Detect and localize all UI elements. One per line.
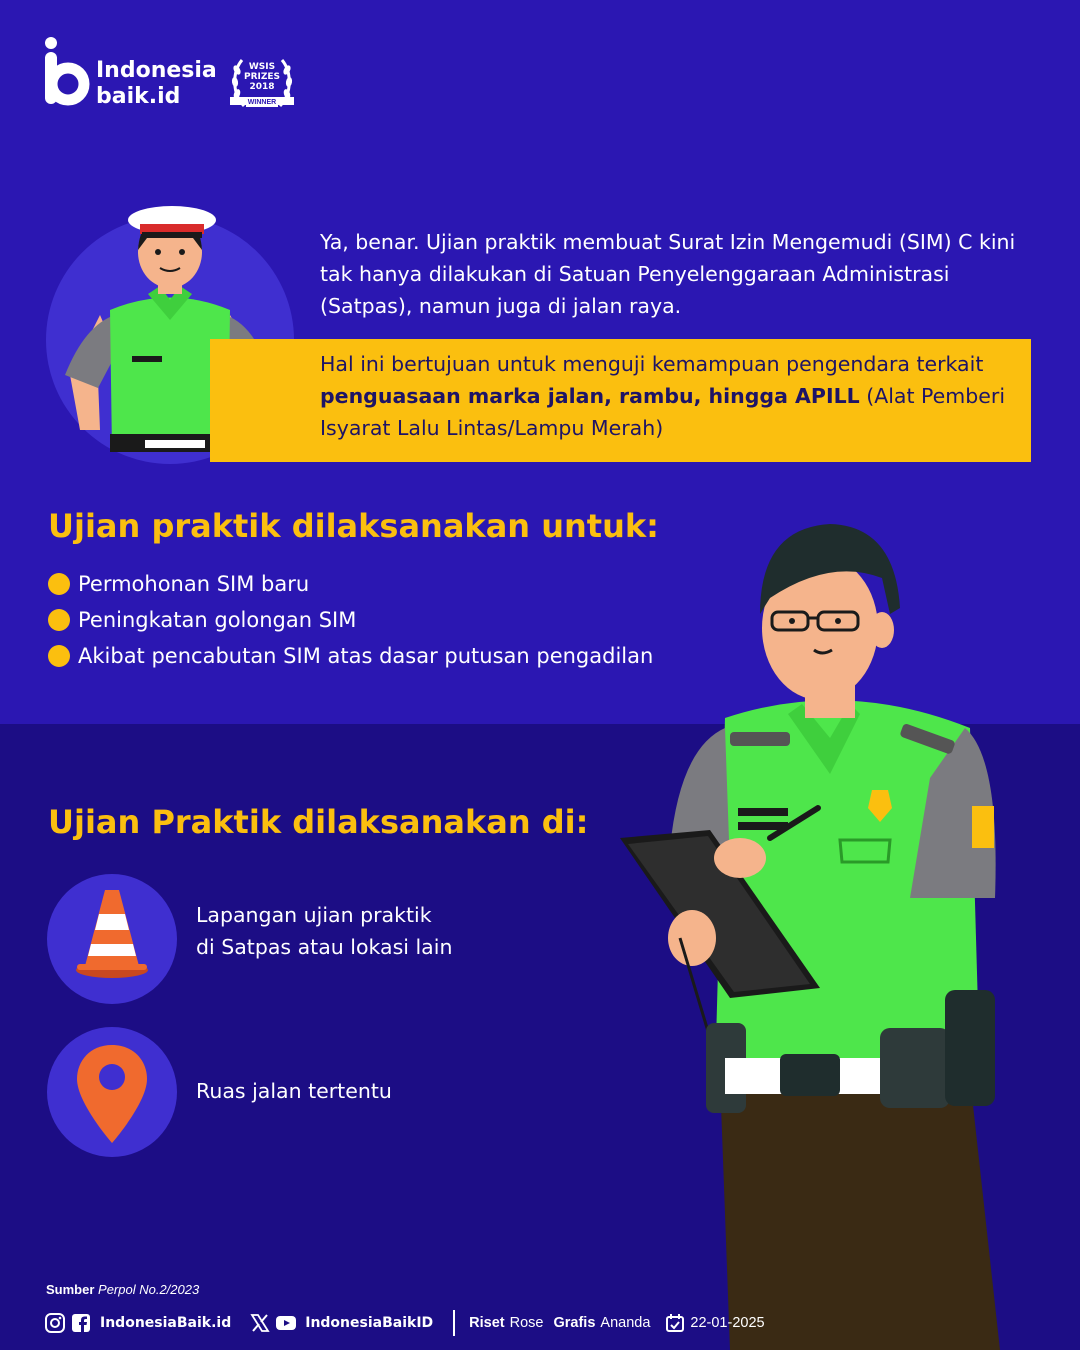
location-1-line2: di Satpas atau lokasi lain [196,935,453,959]
social-handle-x-yt[interactable]: IndonesiaBaikID [305,1315,434,1331]
location-2-line1: Ruas jalan tertentu [196,1079,392,1103]
traffic-cone-icon [47,874,177,1004]
grafis-label: Grafis [553,1315,596,1331]
bullet-dot-icon [48,645,70,667]
footer-divider [453,1310,455,1336]
location-text-2 [196,1075,392,1107]
list-item [48,602,653,638]
riset-label: Riset [469,1315,505,1331]
highlight-part1: Hal ini bertujuan untuk menguji kemampuan pengendara terkait [320,352,984,376]
highlight-paragraph [320,348,1010,444]
social-handle-ig-fb[interactable]: IndonesiaBaik.id [100,1315,232,1331]
list-item-text: Akibat pencabutan SIM atas dasar putusan pengadilan [78,644,654,668]
riset-value: Rose [509,1315,544,1331]
highlight-bold: penguasaan marka jalan, rambu, hingga APILL [320,384,860,408]
youtube-icon[interactable] [275,1312,297,1334]
section-untuk-heading: Ujian praktik dilaksanakan untuk: [48,507,659,545]
brand-name [96,58,217,110]
section-di-heading: Ujian Praktik dilaksanakan di: [48,803,589,841]
list-item-text: Permohonan SIM baru [78,572,310,596]
untuk-list [48,566,653,674]
list-item [48,638,653,674]
instagram-icon[interactable] [44,1312,66,1334]
award-text [244,62,280,92]
facebook-icon[interactable] [70,1312,92,1334]
location-circle-1 [47,874,177,1004]
list-item [48,566,653,602]
location-circle-2 [47,1027,177,1157]
award-winner: WINNER [247,99,277,106]
list-item-text: Peningkatan golongan SIM [78,608,357,632]
footer-bar [44,1309,775,1337]
award-line1: WSIS [248,62,276,72]
grafis-value: Ananda [600,1315,651,1331]
x-twitter-icon[interactable] [249,1312,271,1334]
highlight-part2: (Alat Pemberi Isyarat Lalu Lintas/Lampu Merah) [320,384,1006,440]
location-text-1 [196,899,452,963]
award-line3: 2018 [249,82,275,92]
traffic-officer-big-illustration [610,518,1080,1350]
publish-date: 22-01-2025 [690,1315,765,1331]
calendar-check-icon [664,1312,686,1334]
brand-name-line1: Indonesia [96,58,217,83]
bullet-dot-icon [48,609,70,631]
source-value: Perpol No.2/2023 [98,1282,200,1297]
bullet-dot-icon [48,573,70,595]
brand-name-line2: baik.id [96,84,181,109]
map-pin-icon [47,1027,177,1157]
award-line2: PRIZES [244,72,281,82]
location-1-line1: Lapangan ujian praktik [196,903,432,927]
source-note [46,1282,199,1297]
intro-paragraph: Ya, benar. Ujian praktik membuat Surat Izin Mengemudi (SIM) C kini tak hanya dilakukan di Satuan Penyelenggaraan Administrasi (Satpas), namun juga di jalan raya. [320,230,1016,318]
source-label: Sumber [46,1282,95,1297]
